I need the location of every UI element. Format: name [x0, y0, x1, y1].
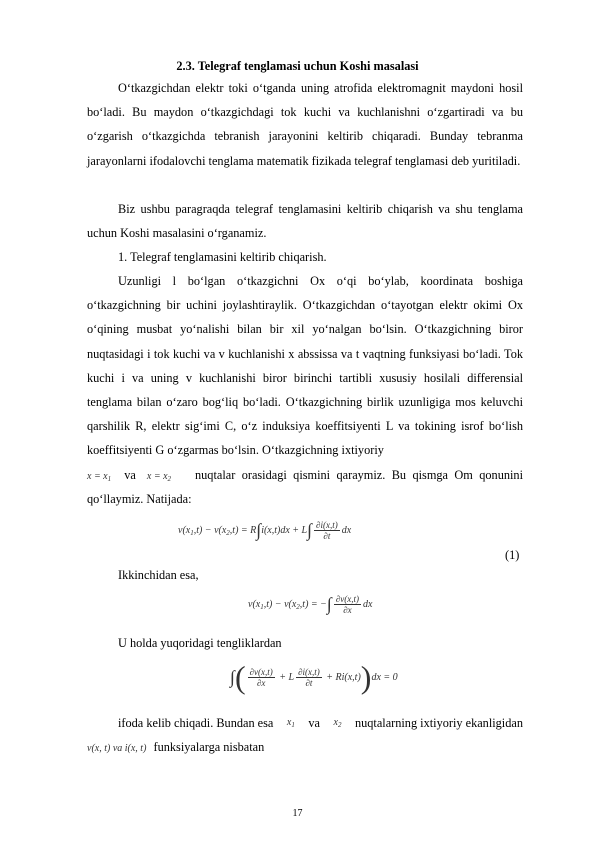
conj-va: va — [124, 468, 136, 482]
formula-x1: $x_1$ — [286, 717, 295, 729]
conj-va-2: va — [308, 716, 320, 730]
paragraph-1: O‘tkazgichdan elektr toki o‘tganda uning atrofida elektromagnit maydoni hosil bo‘ladi. Bu maydon o‘tkazgichdagi tok kuchi va kuchlanishni o‘zgartiradi va bu o‘zgarish o‘tkazgichda tebranish jarayonini keltirib chiqaradi. Bunday tebranma jarayonlarni ifodalovchi tenglama matematik fizikada telegraf tenglamasi deb yuritiladi. — [87, 81, 523, 168]
paragraph-7 — [118, 711, 523, 737]
paragraph-4-end-b: qo‘llaymiz. Natijada: — [87, 492, 192, 506]
equation-1: $v(x_1,t) - v(x_2,t) = R\int i(x,t)dx + L\int$ $\frac{\partial i(x,t)}{\partial t}$ dx — [178, 520, 352, 541]
section-title: 2.3. Telegraf tenglamasi uchun Koshi masalasi — [176, 59, 419, 73]
paragraph-6: U holda yuqoridagi tengliklardan — [118, 636, 282, 650]
page-number: 17 — [292, 808, 303, 819]
subsection-heading: 1. Telegraf tenglamasini keltirib chiqarish. — [118, 250, 327, 264]
equation-2: $v(x_1,t) - v(x_2,t)$ = −∫ $\frac{\partial v(x,t)}{\partial x}$ dx — [248, 594, 373, 615]
formula-v-va-i: v(x, t) va i(x, t) — [87, 743, 147, 754]
equation-3: ∫( $\frac{\partial v(x,t)}{\partial x}$ + L $\frac{\partial i(x,t)}{\partial t}$ + Ri(x,t))dx = 0 — [230, 659, 398, 695]
equation-1-number: (1) — [505, 548, 520, 562]
formula-x2: $x_2$ — [333, 717, 342, 729]
paragraph-7-start: ifoda kelib chiqadi. Bundan esa — [118, 716, 274, 730]
paragraph-8 — [87, 735, 264, 761]
paragraph-5: Ikkinchidan esa, — [118, 568, 199, 582]
paragraph-2: Biz ushbu paragraqda telegraf tenglamasini keltirib chiqarish va shu tenglama uchun Koshi masalasini o‘rganamiz. — [87, 202, 523, 241]
paragraph-8-end: funksiyalarga nisbatan — [153, 740, 265, 754]
formula-x-eq-x2: $x = x_2$ — [146, 471, 172, 483]
paragraph-4: Uzunligi l bo‘lgan o‘tkazgichni Ox o‘qi bo‘ylab, koordinata boshiga o‘tkazgichning bir uchini joylashtiraylik. O‘tkazgichdan o‘tayotgan elektr okimi Ox o‘qining musbat yo‘nalishi bilan bir xil yo‘nalgan bo‘lsin. O‘tkazgichning biror nuqtasidagi i tok kuchi va v kuchlanishi x abssissa va t vaqtning funksiyasi bo‘ladi. Tok kuchi i va uning v kuchlanishi biror birinchi tartibli xususiy hosilali differensial tenglama bilan o‘zaro bog‘liq bo‘ladi. O‘tkazgichning birlik uzunligiga mos keluvchi qarshilik R, elektr sig‘imi C, o‘z induksiya koeffitsiyenti L va tokining isrof bo‘lish koeffitsiyenti G o‘zgarmas bo‘lsin. O‘tkazgichning ixtiyoriy — [87, 274, 523, 458]
paragraph-7-end: nuqtalarning ixtiyoriy ekanligidan — [354, 716, 523, 730]
formula-x-eq-x1: $x = x_1$ — [87, 471, 112, 483]
paragraph-4-end-a: nuqtalar orasidagi qismini qaraymiz. Bu qismga Om qonunini — [195, 468, 523, 482]
